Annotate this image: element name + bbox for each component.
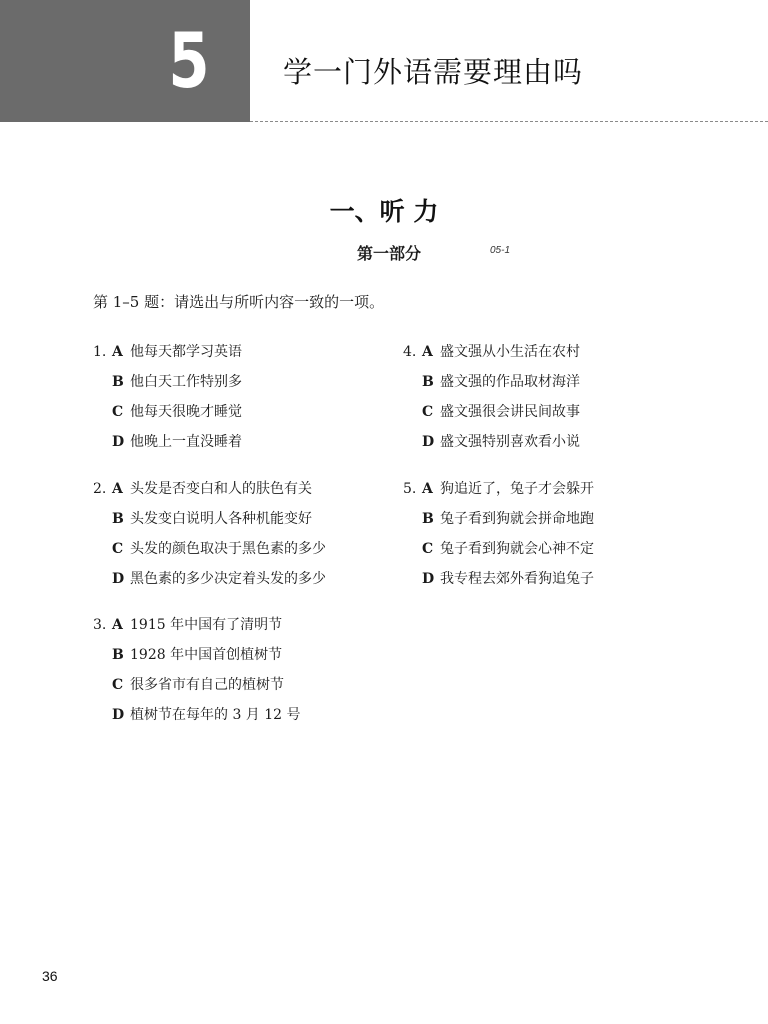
option-4d <box>403 432 703 462</box>
option-5a <box>403 479 703 509</box>
option-text: 兔子看到狗就会拼命地跑 <box>440 511 594 527</box>
option-text: 黑色素的多少决定着头发的多少 <box>130 571 326 587</box>
question-number: 2. <box>93 481 107 497</box>
option-text: 我专程去郊外看狗追兔子 <box>440 571 594 587</box>
option-letter: C <box>422 404 434 420</box>
question-3 <box>93 615 393 735</box>
chapter-title: 学一门外语需要理由吗 <box>283 55 584 89</box>
part-title: 第一部分 <box>357 244 422 263</box>
option-text: 盛文强的作品取材海洋 <box>440 374 580 390</box>
option-2c <box>93 539 393 569</box>
option-1d <box>93 432 393 462</box>
question-4 <box>403 342 703 462</box>
option-letter: A <box>112 617 123 633</box>
option-letter: D <box>112 707 125 723</box>
question-number: 5. <box>403 481 417 497</box>
option-text: 1928 年中国首创植树节 <box>130 647 283 663</box>
page-number: 36 <box>42 968 58 984</box>
option-3c <box>93 675 393 705</box>
option-1c <box>93 402 393 432</box>
option-4c <box>403 402 703 432</box>
option-letter: B <box>422 374 434 390</box>
option-5d <box>403 569 703 599</box>
audio-track-code: 05-1 <box>490 245 511 256</box>
option-text: 盛文强很会讲民间故事 <box>440 404 580 420</box>
option-letter: B <box>112 374 124 390</box>
chapter-number: 5 <box>168 16 210 105</box>
option-5c <box>403 539 703 569</box>
option-3a <box>93 615 393 645</box>
option-1a <box>93 342 393 372</box>
option-2a <box>93 479 393 509</box>
question-number: 1. <box>93 344 107 360</box>
option-letter: B <box>112 511 124 527</box>
option-text: 头发是否变白和人的肤色有关 <box>130 481 312 497</box>
option-letter: A <box>422 481 433 497</box>
option-text: 1915 年中国有了清明节 <box>130 617 283 633</box>
option-text: 盛文强从小生活在农村 <box>440 344 580 360</box>
option-text: 头发的颜色取决于黑色素的多少 <box>130 541 326 557</box>
instructions: 第 1–5 题：请选出与所听内容一致的一项。 <box>93 293 385 311</box>
question-1 <box>93 342 393 462</box>
option-text: 他晚上一直没睡着 <box>130 434 242 450</box>
option-letter: B <box>112 647 124 663</box>
question-2 <box>93 479 393 599</box>
part-row <box>0 241 768 265</box>
option-3b <box>93 645 393 675</box>
option-text: 狗追近了，兔子才会躲开 <box>440 481 594 497</box>
option-4b <box>403 372 703 402</box>
option-letter: A <box>112 344 123 360</box>
option-letter: A <box>422 344 433 360</box>
option-text: 他白天工作特别多 <box>130 374 242 390</box>
option-5b <box>403 509 703 539</box>
option-letter: B <box>422 511 434 527</box>
option-letter: A <box>112 481 123 497</box>
option-text: 盛文强特别喜欢看小说 <box>440 434 580 450</box>
option-letter: C <box>422 541 434 557</box>
section-heading: 一、听 力 <box>329 197 439 226</box>
option-letter: C <box>112 404 124 420</box>
option-letter: D <box>112 434 125 450</box>
option-letter: D <box>112 571 125 587</box>
option-text: 很多省市有自己的植树节 <box>130 677 284 693</box>
option-letter: D <box>422 434 435 450</box>
question-5 <box>403 479 703 599</box>
option-text: 头发变白说明人各种机能变好 <box>130 511 312 527</box>
option-3d <box>93 705 393 735</box>
question-number: 3. <box>93 617 107 633</box>
option-text: 他每天都学习英语 <box>130 344 242 360</box>
question-number: 4. <box>403 344 417 360</box>
option-1b <box>93 372 393 402</box>
option-2b <box>93 509 393 539</box>
option-text: 他每天很晚才睡觉 <box>130 404 242 420</box>
header-dashed-divider <box>250 121 768 122</box>
option-letter: D <box>422 571 435 587</box>
option-text: 兔子看到狗就会心神不定 <box>440 541 594 557</box>
option-letter: C <box>112 541 124 557</box>
option-2d <box>93 569 393 599</box>
option-letter: C <box>112 677 124 693</box>
option-text: 植树节在每年的 3 月 12 号 <box>130 707 301 723</box>
option-4a <box>403 342 703 372</box>
